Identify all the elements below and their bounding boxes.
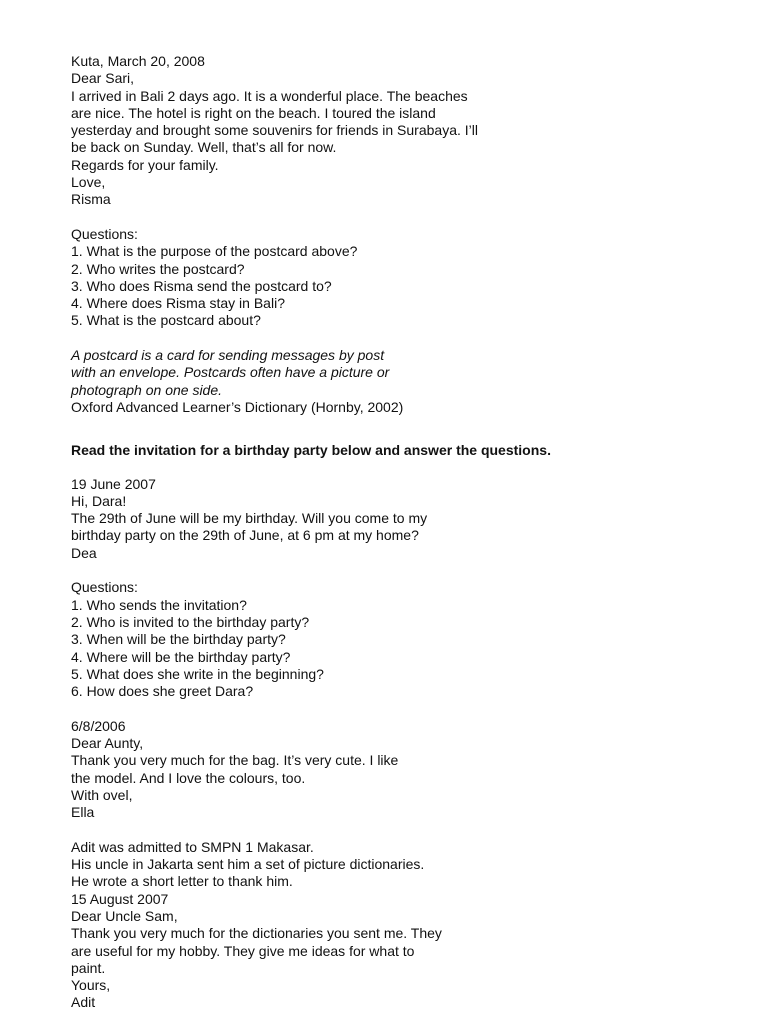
postcard-body-line: are nice. The hotel is right on the beach. I toured the island: [71, 104, 436, 121]
postcard-greeting: Dear Sari,: [71, 70, 135, 87]
letter-closing: Yours,: [71, 977, 111, 994]
spacer: [71, 821, 691, 838]
note-date: 6/8/2006: [71, 717, 126, 734]
invitation-text: [71, 476, 691, 562]
letter-body-line: Thank you very much for the dictionaries you sent me. They: [71, 925, 442, 942]
postcard-body-line: yesterday and brought some souvenirs for friends in Surabaya. I’ll: [71, 122, 478, 139]
postcard-body-line: I arrived in Bali 2 days ago. It is a wonderful place. The beaches: [71, 87, 468, 104]
note-body-line: the model. And I love the colours, too.: [71, 769, 306, 786]
postcard-body-line: Regards for your family.: [71, 156, 219, 173]
postcard-date: Kuta, March 20, 2008: [71, 53, 205, 69]
question-item: 2. Who is invited to the birthday party?: [71, 613, 310, 630]
note-signature: Ella: [71, 804, 95, 821]
definition-source: Oxford Advanced Learner’s Dictionary (Hornby, 2002): [71, 398, 404, 415]
note-greeting: Dear Aunty,: [71, 734, 144, 751]
postcard-signature: Risma: [71, 191, 111, 208]
document-page: [71, 53, 691, 1012]
postcard-text: [71, 53, 691, 209]
letter-greeting: Dear Uncle Sam,: [71, 907, 178, 924]
question-item: 1. What is the purpose of the postcard above?: [71, 243, 358, 260]
question-item: 1. Who sends the invitation?: [71, 596, 247, 613]
invitation-questions: [71, 579, 691, 700]
letter-signature: Adit: [71, 994, 96, 1011]
letter-context-line: Adit was admitted to SMPN 1 Makasar.: [71, 838, 314, 855]
note-body-line: Thank you very much for the bag. It’s very cute. I like: [71, 752, 399, 769]
invitation-signature: Dea: [71, 544, 97, 561]
letter-date: 15 August 2007: [71, 890, 169, 907]
definition-block: [71, 347, 691, 416]
invitation-body-line: The 29th of June will be my birthday. Will you come to my: [71, 510, 428, 527]
invitation-greeting: Hi, Dara!: [71, 492, 127, 509]
postcard-questions: [71, 226, 691, 330]
invitation-body-line: birthday party on the 29th of June, at 6 pm at my home?: [71, 527, 419, 544]
letter-context-line: He wrote a short letter to thank him.: [71, 873, 293, 890]
definition-line: with an envelope. Postcards often have a picture or: [71, 364, 390, 381]
spacer: [71, 209, 691, 226]
invitation-date: 19 June 2007: [71, 475, 156, 492]
letter-context-line: His uncle in Jakarta sent him a set of picture dictionaries.: [71, 856, 425, 873]
questions-heading: Questions:: [71, 579, 138, 596]
question-item: 5. What does she write in the beginning?: [71, 665, 324, 682]
letter-body-line: paint.: [71, 959, 106, 976]
definition-line: A postcard is a card for sending messages by post: [71, 347, 385, 364]
question-item: 2. Who writes the postcard?: [71, 260, 245, 277]
question-item: 3. When will be the birthday party?: [71, 631, 286, 648]
postcard-body-line: be back on Sunday. Well, that’s all for now.: [71, 139, 337, 156]
invitation-instruction-heading: Read the invitation for a birthday party below and answer the questions.: [71, 442, 551, 459]
question-item: 6. How does she greet Dara?: [71, 683, 254, 700]
adit-letter: [71, 839, 691, 1012]
thank-you-note: [71, 718, 691, 822]
question-item: 4. Where will be the birthday party?: [71, 648, 291, 665]
postcard-closing: Love,: [71, 174, 106, 191]
question-item: 3. Who does Risma send the postcard to?: [71, 277, 332, 294]
question-item: 5. What is the postcard about?: [71, 312, 261, 329]
spacer: [71, 460, 691, 476]
question-item: 4. Where does Risma stay in Bali?: [71, 295, 285, 312]
spacer: [71, 700, 691, 717]
questions-heading: Questions:: [71, 225, 138, 242]
spacer: [71, 330, 691, 347]
note-closing: With ovel,: [71, 786, 133, 803]
definition-line: photograph on one side.: [71, 381, 223, 398]
spacer: [71, 562, 691, 579]
spacer: [71, 416, 691, 442]
letter-body-line: are useful for my hobby. They give me ideas for what to: [71, 942, 415, 959]
